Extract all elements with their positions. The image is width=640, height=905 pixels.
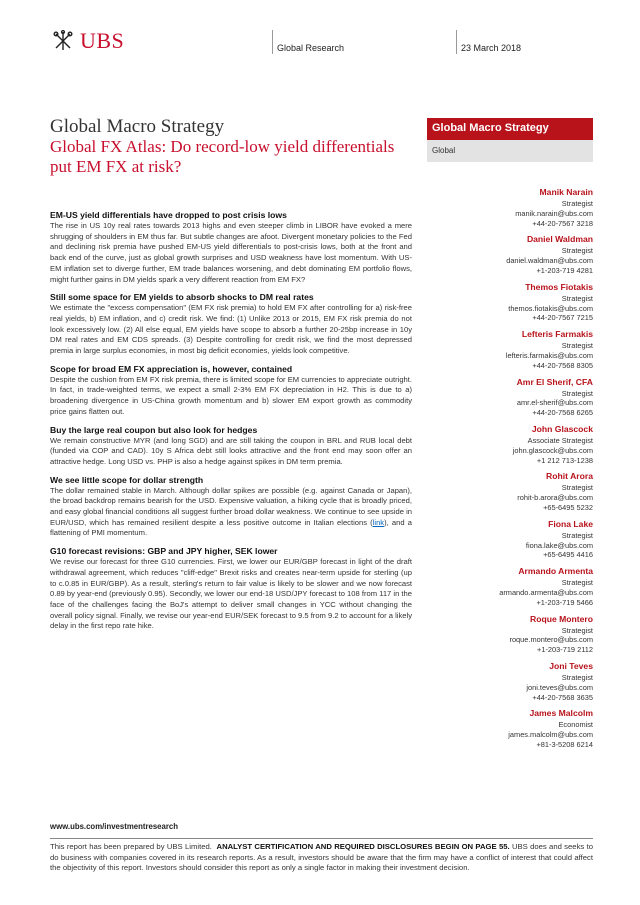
analyst-name: Rohit Arora	[546, 471, 593, 482]
analyst-contact	[427, 233, 593, 275]
analyst-role: Strategist	[561, 199, 593, 208]
analyst-contact	[427, 328, 593, 370]
analyst-email[interactable]: joni.teves@ubs.com	[526, 682, 593, 692]
analyst-phone: +44-20-7567 3218	[532, 218, 593, 228]
analyst-phone: +44-20-7568 8305	[532, 360, 593, 370]
section-heading: Buy the large real coupon but also look for hedges	[50, 424, 258, 435]
analyst-email[interactable]: themos.fiotakis@ubs.com	[508, 303, 593, 313]
analyst-contact	[427, 707, 593, 749]
analyst-name: Fiona Lake	[548, 518, 593, 529]
keys-logo-icon	[52, 30, 74, 52]
analyst-email[interactable]: lefteris.farmakis@ubs.com	[505, 350, 593, 360]
section-body: We remain constructive MYR (and long SGD) and are still taking the coupon in BRL and RUB local debt (funded via COP and CAD). 10y S Africa debt still looks attractive and the front end may soon offer an attractive hedge. Long USD vs. PHP is also a hedge against spikes in DM term premia.	[50, 435, 412, 466]
analyst-email[interactable]: james.malcolm@ubs.com	[508, 730, 593, 740]
analyst-phone: +1-203-719 4281	[536, 265, 593, 275]
analyst-name: Lefteris Farmakis	[521, 329, 593, 340]
research-website-link[interactable]: www.ubs.com/investmentresearch	[50, 822, 178, 831]
analyst-email[interactable]: john.glascock@ubs.com	[512, 445, 593, 455]
analyst-contact	[427, 423, 593, 465]
disclaimer: This report has been prepared by UBS Limited. ANALYST CERTIFICATION AND REQUIRED DISCLOSURES BEGIN ON PAGE 55. UBS does and seeks to do business with companies covered in its research reports. As a result, investors should be aware that the firm may have a conflict of interest that could affect the objectivity of this report. Investors should consider this report as only a single factor in making their investment decision.	[50, 842, 593, 872]
analyst-name: John Glascock	[531, 423, 593, 434]
analyst-role: Strategist	[561, 293, 593, 303]
analyst-contact	[427, 518, 593, 560]
report-date: 23 March 2018	[461, 43, 522, 53]
analyst-contact	[427, 613, 593, 655]
analyst-email[interactable]: armando.armenta@ubs.com	[499, 587, 593, 597]
department-label: Global Research	[277, 43, 345, 53]
footer-divider	[50, 838, 593, 839]
analyst-role: Strategist	[561, 578, 593, 588]
analyst-role: Strategist	[561, 388, 593, 398]
analyst-contact	[427, 376, 593, 418]
analyst-contact	[427, 470, 593, 512]
analyst-role: Strategist	[561, 483, 593, 493]
header-divider	[456, 30, 457, 54]
analyst-role: Strategist	[561, 341, 593, 351]
analyst-name: Armando Armenta	[518, 566, 593, 577]
analyst-email[interactable]: roque.montero@ubs.com	[509, 635, 593, 645]
summary-section	[50, 474, 412, 540]
section-heading: We see little scope for dollar strength	[50, 474, 204, 485]
analyst-contact	[427, 281, 593, 323]
analyst-role: Strategist	[561, 246, 593, 256]
sidebar-region: Global	[427, 140, 593, 162]
section-heading: EM-US yield differentials have dropped to post crisis lows	[50, 210, 287, 220]
sidebar-heading: Global Macro Strategy	[427, 118, 593, 140]
analyst-contact	[427, 186, 593, 228]
analyst-phone: +44-20-7567 7215	[532, 313, 593, 323]
analyst-phone: +1 212 713-1238	[536, 455, 593, 465]
analyst-name: Roque Montero	[529, 613, 593, 624]
summary-section	[50, 363, 412, 418]
analyst-name: Daniel Waldman	[526, 234, 593, 245]
summary-section	[50, 545, 412, 632]
report-summary	[50, 209, 412, 638]
analyst-contact	[427, 660, 593, 702]
summary-section	[50, 209, 412, 285]
section-heading: G10 forecast revisions: GBP and JPY higher, SEK lower	[50, 546, 278, 557]
section-body: We estimate the "excess compensation" (EM FX risk premia) to hold EM FX after controlling for a) risk-free real yields, b) EM inflation, and c) credit risk. We find: (1) Unlike 2013 or 2015, EM FX risk premia do not look excessively low. (2) All else equal, EM yields have scope to absorb a further 20-25bp increase in 10y DM real rates and EM CDS spreads. (3) Despite controlling for credit risk, we find the most depressed premia in large surplus economies, in most big deficit economies, yields look competitive.	[50, 303, 412, 356]
ubs-logo	[52, 28, 124, 54]
section-body: The rise in US 10y real rates towards 2013 highs and even steeper climb in LIBOR have evoked a mere shrugging of shoulders in EM thus far. But subtle changes are afoot. Divergent monetary policies to the Fed and declining risk premia have pushed EM-US yield differentials to post-crisis lows, both at the front and back end of the curve, just as global growth surprises and USD weakness have lost momentum. With US-EM inflation set to diverge further, EM trade balances worsening, and debt dominating EM portfolio flows, might further gains in DM yields spark a very different reaction from EM FX?	[50, 221, 412, 284]
analyst-email[interactable]: manik.narain@ubs.com	[515, 208, 593, 218]
ubs-wordmark: UBS	[80, 28, 125, 53]
summary-section	[50, 291, 412, 357]
section-body: We revise our forecast for three G10 currencies. First, we lower our EUR/GBP forecast in light of the draft withdrawal agreement, which reduces "cliff-edge" Brexit risks and creates near-term upside for sterling (up to c.0.85 in EUR/GBP). As a result, sterling's return to fair value is likely to be slower and we now forecast 0.89 by year-end (previously 0.95). Secondly, we lower our end-18 USD/JPY forecast to 108 from 117 in the face of the challenges facing the BoJ's attempt to deliver small changes in YCC without changing the overall policy signal. Finally, we revise our year-end EUR/SEK forecast to 9.5 from 9.2 to account for a likely delay in the first repo rate hike.	[50, 557, 412, 631]
summary-section	[50, 424, 412, 468]
series-title: Global Macro Strategy	[50, 116, 225, 137]
analyst-email[interactable]: rohit-b.arora@ubs.com	[517, 493, 593, 503]
analyst-role: Strategist	[561, 625, 593, 635]
analyst-name: Manik Narain	[539, 187, 593, 197]
analyst-phone: +81-3-5208 6214	[536, 739, 593, 749]
analyst-phone: +1-203-719 2112	[537, 645, 593, 655]
analyst-name: Themos Fiotakis	[525, 281, 593, 292]
analyst-phone: +44-20-7568 6265	[532, 408, 593, 418]
analyst-name: Joni Teves	[549, 660, 593, 671]
italian-elections-link[interactable]: link	[372, 517, 385, 527]
report-headline: Global FX Atlas: Do record-low yield differentials put EM FX at risk?	[50, 137, 395, 176]
section-body: Despite the cushion from EM FX risk premia, there is limited scope for EM currencies to appreciate outright. In fact, in trade-weighted terms, we expect a small 2-3% EM FX depreciation in H2. This is due to a) broadening divergence in US-China growth momentum and b) slower EM export growth as commodity price gains flatten out.	[50, 374, 412, 416]
analyst-email[interactable]: daniel.waldman@ubs.com	[506, 256, 593, 266]
analyst-name: Amr El Sherif, CFA	[516, 376, 593, 387]
analyst-phone: +65-6495 4416	[543, 550, 593, 560]
analyst-phone: +65-6495 5232	[543, 502, 593, 512]
analyst-name: James Malcolm	[529, 708, 593, 719]
analyst-phone: +1-203-719 5466	[536, 597, 593, 607]
analyst-role: Economist	[558, 720, 593, 730]
analyst-email[interactable]: fiona.lake@ubs.com	[525, 540, 593, 550]
analyst-role: Strategist	[561, 672, 593, 682]
analyst-email[interactable]: amr.el-sherif@ubs.com	[516, 398, 593, 408]
analyst-role: Associate Strategist	[527, 435, 593, 445]
section-heading: Scope for broad EM FX appreciation is, however, contained	[50, 363, 293, 374]
analyst-contacts	[427, 186, 593, 755]
analyst-contact	[427, 565, 593, 607]
analyst-role: Strategist	[561, 530, 593, 540]
section-heading: Still some space for EM yields to absorb shocks to DM real rates	[50, 292, 314, 303]
analyst-phone: +44-20-7568 3635	[532, 692, 593, 702]
section-body: The dollar remained stable in March. Although dollar spikes are possible (e.g. against Canada or Japan), the broad backdrop remains bearish for the USD. Expensive valuation, a hiking cycle that is broadly priced, and easy global financial conditions all suggest further broad dollar weakness. We continue to see upside in EUR/USD, which has remained resilient despite a less positive outcome in Italian elections (link), and a flattening of PMI momentum.	[50, 485, 412, 538]
header-divider	[272, 30, 273, 54]
